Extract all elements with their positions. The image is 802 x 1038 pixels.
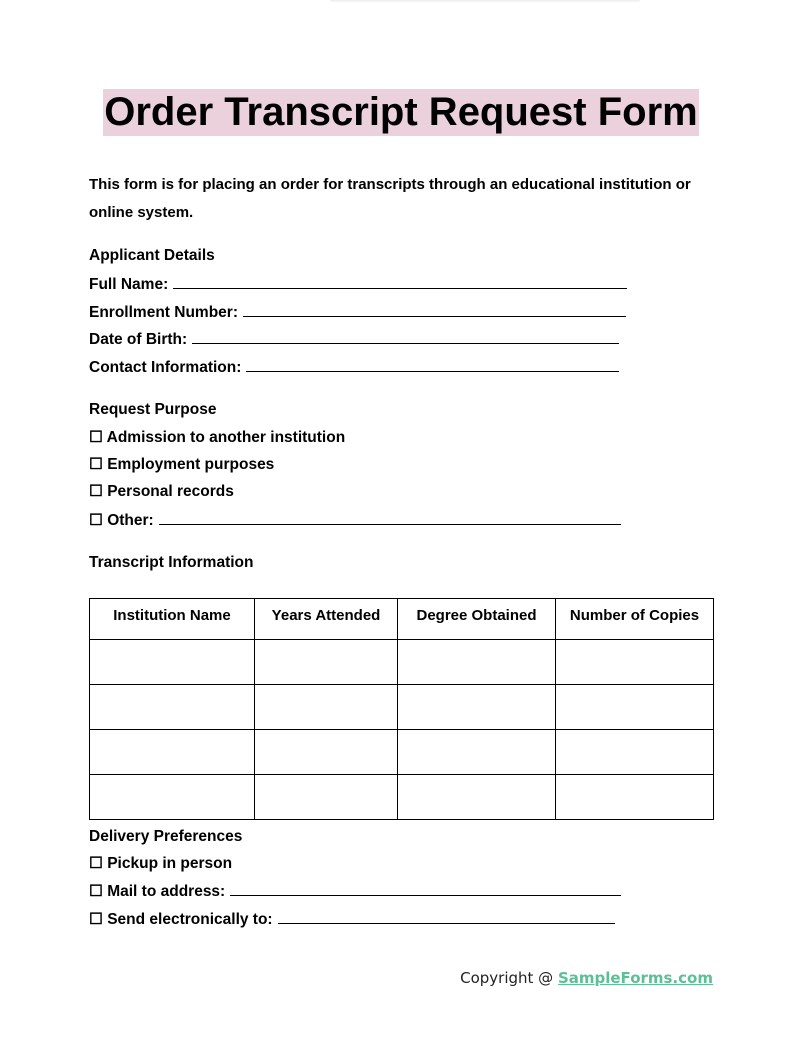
table-cell[interactable] <box>255 640 398 685</box>
option-label: Pickup in person <box>107 855 233 872</box>
delivery-heading: Delivery Preferences <box>89 828 243 845</box>
checkbox-icon[interactable]: ☐ <box>89 911 103 928</box>
table-cell[interactable] <box>556 640 714 685</box>
purpose-heading: Request Purpose <box>89 401 217 418</box>
checkbox-icon[interactable]: ☐ <box>89 855 103 872</box>
page-top-shadow <box>330 0 640 3</box>
checkbox-icon[interactable]: ☐ <box>89 883 103 900</box>
table-cell[interactable] <box>556 775 714 820</box>
table-row <box>90 685 714 730</box>
checkbox-icon[interactable]: ☐ <box>89 512 103 529</box>
table-cell[interactable] <box>255 775 398 820</box>
enrollment-number-blank[interactable] <box>243 302 626 317</box>
contact-information-blank[interactable] <box>246 357 619 372</box>
date-of-birth-field[interactable] <box>89 329 619 350</box>
table-cell[interactable] <box>398 730 556 775</box>
table-cell[interactable] <box>90 730 255 775</box>
intro-text: This form is for placing an order for transcripts through an educational institution or online system. <box>89 176 691 221</box>
table-cell[interactable] <box>556 685 714 730</box>
transcript-heading: Transcript Information <box>89 554 254 571</box>
column-header: Number of Copies <box>556 599 714 640</box>
table-cell[interactable] <box>255 685 398 730</box>
purpose-option-admission[interactable] <box>89 428 345 448</box>
table-cell[interactable] <box>398 685 556 730</box>
option-label: Employment purposes <box>107 456 275 473</box>
column-header: Degree Obtained <box>398 599 556 640</box>
copyright-text: Copyright @ <box>460 969 558 987</box>
purpose-option-other[interactable] <box>89 510 621 531</box>
table-header-row <box>90 599 714 640</box>
delivery-option-electronic[interactable] <box>89 909 615 930</box>
copyright-footer <box>460 969 713 987</box>
table-cell[interactable] <box>255 730 398 775</box>
full-name-label: Full Name: <box>89 276 169 293</box>
table-cell[interactable] <box>90 685 255 730</box>
checkbox-icon[interactable]: ☐ <box>89 483 103 500</box>
table-cell[interactable] <box>90 775 255 820</box>
electronic-address-blank[interactable] <box>278 909 615 924</box>
delivery-option-pickup[interactable] <box>89 854 232 874</box>
contact-information-field[interactable] <box>89 357 619 378</box>
table-cell[interactable] <box>398 640 556 685</box>
table-row <box>90 775 714 820</box>
table-row <box>90 640 714 685</box>
checkbox-icon[interactable]: ☐ <box>89 429 103 446</box>
brand-link[interactable]: SampleForms.com <box>557 969 713 987</box>
option-label: Personal records <box>107 483 234 500</box>
column-header: Institution Name <box>90 599 255 640</box>
option-label: Mail to address: <box>107 883 226 900</box>
mail-address-blank[interactable] <box>230 881 621 896</box>
purpose-option-employment[interactable] <box>89 455 274 475</box>
option-label: Send electronically to: <box>107 911 273 928</box>
enrollment-number-field[interactable] <box>89 302 626 323</box>
full-name-field[interactable] <box>89 274 627 295</box>
transcript-table <box>89 598 714 820</box>
checkbox-icon[interactable]: ☐ <box>89 456 103 473</box>
column-header: Years Attended <box>255 599 398 640</box>
option-label: Admission to another institution <box>106 429 346 446</box>
title-container <box>0 89 802 136</box>
page-title: Order Transcript Request Form <box>104 90 698 134</box>
date-of-birth-blank[interactable] <box>192 329 619 344</box>
table-cell[interactable] <box>398 775 556 820</box>
purpose-option-personal[interactable] <box>89 482 234 502</box>
option-label: Other: <box>107 512 154 529</box>
date-of-birth-label: Date of Birth: <box>89 331 188 348</box>
contact-information-label: Contact Information: <box>89 359 242 376</box>
enrollment-number-label: Enrollment Number: <box>89 304 238 321</box>
table-cell[interactable] <box>556 730 714 775</box>
other-blank[interactable] <box>159 510 621 525</box>
full-name-blank[interactable] <box>173 274 627 289</box>
table-cell[interactable] <box>90 640 255 685</box>
delivery-option-mail[interactable] <box>89 881 621 902</box>
table-row <box>90 730 714 775</box>
applicant-heading: Applicant Details <box>89 247 215 264</box>
